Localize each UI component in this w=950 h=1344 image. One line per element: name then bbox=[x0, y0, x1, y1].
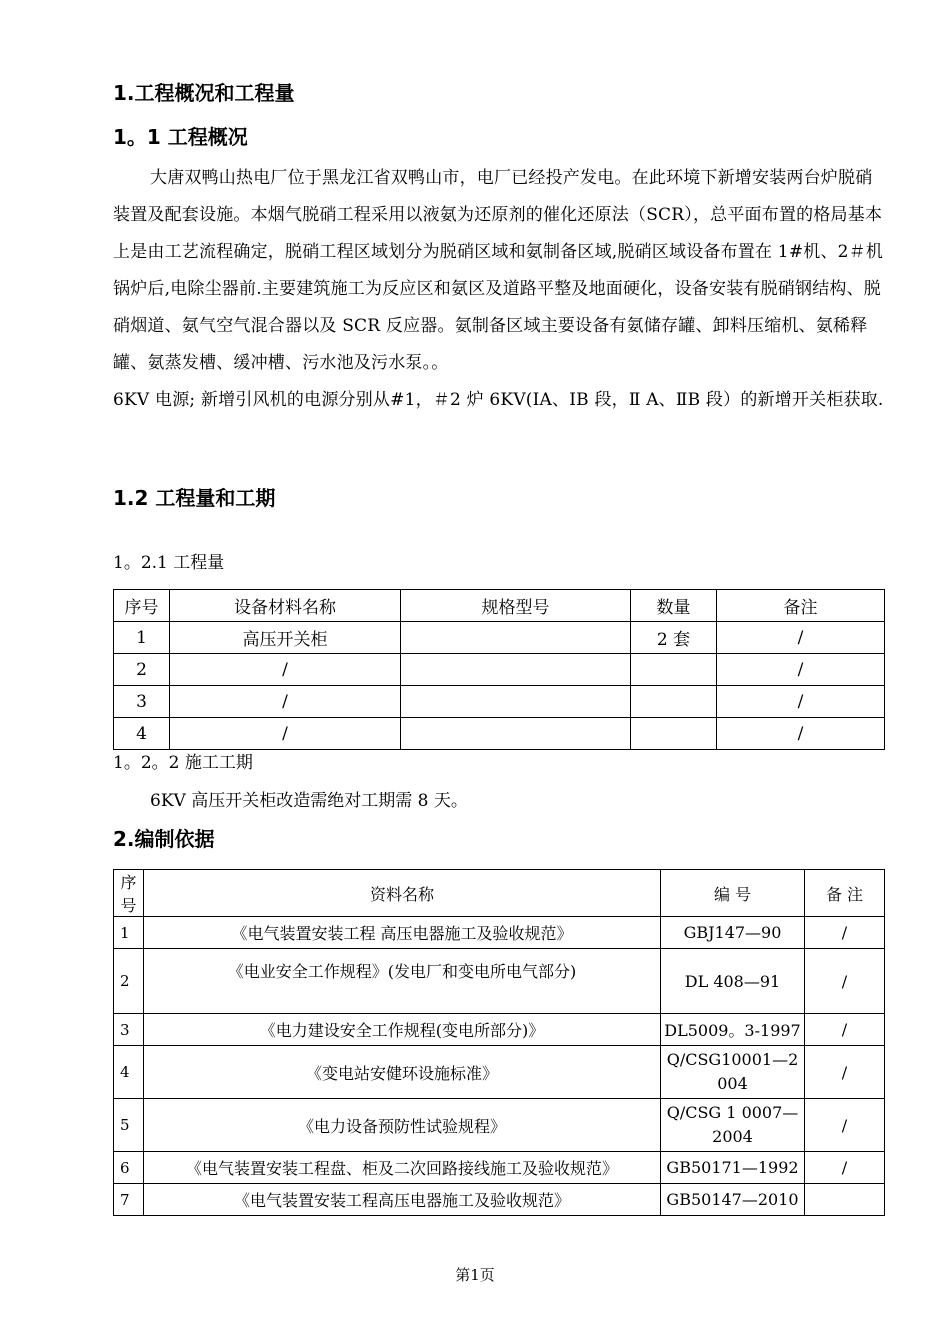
cell: Q/CSG 1 0007—2004 bbox=[661, 1099, 805, 1152]
cell: 4 bbox=[114, 1046, 144, 1099]
references-table bbox=[113, 869, 885, 1216]
table-header-row bbox=[114, 590, 885, 622]
cell: 5 bbox=[114, 1099, 144, 1152]
section-heading-2: 2.编制依据 bbox=[113, 827, 215, 851]
quantities-label: 1。2.1 工程量 bbox=[113, 553, 225, 573]
overview-paragraph-2: 6KV 电源; 新增引风机的电源分别从#1，＃2 炉 6KV(ⅠA、ⅠB 段，Ⅱ A、ⅡB 段）的新增开关柜获取. bbox=[113, 390, 884, 410]
table-row bbox=[114, 1152, 885, 1184]
table-header-row bbox=[114, 870, 885, 917]
table-row bbox=[114, 917, 885, 949]
cell: 2 套 bbox=[631, 622, 717, 654]
section-heading-1-1: 1。1 工程概况 bbox=[113, 125, 248, 149]
cell bbox=[805, 1184, 885, 1216]
header-cell: 序号 bbox=[114, 590, 170, 622]
cell: 2 bbox=[114, 654, 170, 686]
cell: 7 bbox=[114, 1184, 144, 1216]
cell bbox=[401, 718, 631, 750]
cell: / bbox=[805, 1152, 885, 1184]
cell: 2 bbox=[114, 949, 144, 1014]
cell bbox=[631, 718, 717, 750]
overview-text bbox=[113, 160, 885, 419]
cell: / bbox=[170, 654, 401, 686]
cell: / bbox=[805, 1014, 885, 1046]
header-cell: 规格型号 bbox=[401, 590, 631, 622]
table-row bbox=[114, 718, 885, 750]
cell: GB50147—2010 bbox=[661, 1184, 805, 1216]
cell bbox=[631, 654, 717, 686]
cell: 高压开关柜 bbox=[170, 622, 401, 654]
cell bbox=[631, 686, 717, 718]
table-row bbox=[114, 1184, 885, 1216]
cell: GBJ147—90 bbox=[661, 917, 805, 949]
quantities-table bbox=[113, 589, 885, 750]
header-cell: 序号 bbox=[114, 870, 144, 917]
cell: DL 408—91 bbox=[661, 949, 805, 1014]
cell: 《变电站安健环设施标准》 bbox=[144, 1046, 661, 1099]
cell: / bbox=[170, 686, 401, 718]
cell: 1 bbox=[114, 622, 170, 654]
cell: / bbox=[717, 654, 885, 686]
cell: 4 bbox=[114, 718, 170, 750]
cell: / bbox=[805, 949, 885, 1014]
cell: GB50171—1992 bbox=[661, 1152, 805, 1184]
table-row bbox=[114, 686, 885, 718]
table-row bbox=[114, 654, 885, 686]
header-cell: 备注 bbox=[717, 590, 885, 622]
header-cell: 编 号 bbox=[661, 870, 805, 917]
cell bbox=[401, 654, 631, 686]
header-cell: 数量 bbox=[631, 590, 717, 622]
cell: 《电气装置安装工程高压电器施工及验收规范》 bbox=[144, 1184, 661, 1216]
schedule-label: 1。2。2 施工工期 bbox=[113, 753, 253, 773]
cell: / bbox=[805, 917, 885, 949]
overview-paragraph-1: 大唐双鸭山热电厂位于黑龙江省双鸭山市，电厂已经投产发电。在此环境下新增安装两台炉脱硝装置及配套设施。本烟气脱硝工程采用以液氨为还原剂的催化还原法（SCR），总平面布置的格局基本上是由工艺流程确定，脱硝工程区域划分为脱硝区域和氨制备区域,脱硝区域设备布置在 1#机、2＃机锅炉后,电除尘器前.主要建筑施工为反应区和氨区及道路平整及地面硬化，设备安装有脱硝钢结构、脱硝烟道、氨气空气混合器以及 SCR 反应器。氨制备区域主要设备有氨储存罐、卸料压缩机、氨稀释罐、氨蒸发槽、缓冲槽、污水池及污水泵。。 bbox=[113, 168, 884, 373]
cell: 3 bbox=[114, 686, 170, 718]
cell: / bbox=[717, 622, 885, 654]
cell: / bbox=[717, 718, 885, 750]
section-heading-1-2: 1.2 工程量和工期 bbox=[113, 486, 276, 510]
cell: / bbox=[170, 718, 401, 750]
cell: Q/CSG10001—2004 bbox=[661, 1046, 805, 1099]
schedule-text: 6KV 高压开关柜改造需绝对工期需 8 天。 bbox=[150, 791, 468, 811]
table-row bbox=[114, 949, 885, 1014]
cell: / bbox=[805, 1099, 885, 1152]
cell: 《电力建设安全工作规程(变电所部分)》 bbox=[144, 1014, 661, 1046]
cell: DL5009。3-1997 bbox=[661, 1014, 805, 1046]
cell bbox=[401, 686, 631, 718]
cell: 1 bbox=[114, 917, 144, 949]
header-cell: 设备材料名称 bbox=[170, 590, 401, 622]
cell: / bbox=[717, 686, 885, 718]
section-heading-1: 1.工程概况和工程量 bbox=[113, 81, 295, 105]
header-cell: 资料名称 bbox=[144, 870, 661, 917]
table-row bbox=[114, 1014, 885, 1046]
cell: 3 bbox=[114, 1014, 144, 1046]
cell: 《电气装置安装工程盘、柜及二次回路接线施工及验收规范》 bbox=[144, 1152, 661, 1184]
table-row bbox=[114, 1046, 885, 1099]
cell: / bbox=[805, 1046, 885, 1099]
cell: 《电力设备预防性试验规程》 bbox=[144, 1099, 661, 1152]
cell: 《电气装置安装工程 高压电器施工及验收规范》 bbox=[144, 917, 661, 949]
table-row bbox=[114, 622, 885, 654]
page-number: 第1页 bbox=[455, 1266, 495, 1284]
cell bbox=[401, 622, 631, 654]
table-row bbox=[114, 1099, 885, 1152]
header-cell: 备 注 bbox=[805, 870, 885, 917]
cell: 6 bbox=[114, 1152, 144, 1184]
cell: 《电业安全工作规程》(发电厂和变电所电气部分) bbox=[144, 949, 661, 1014]
